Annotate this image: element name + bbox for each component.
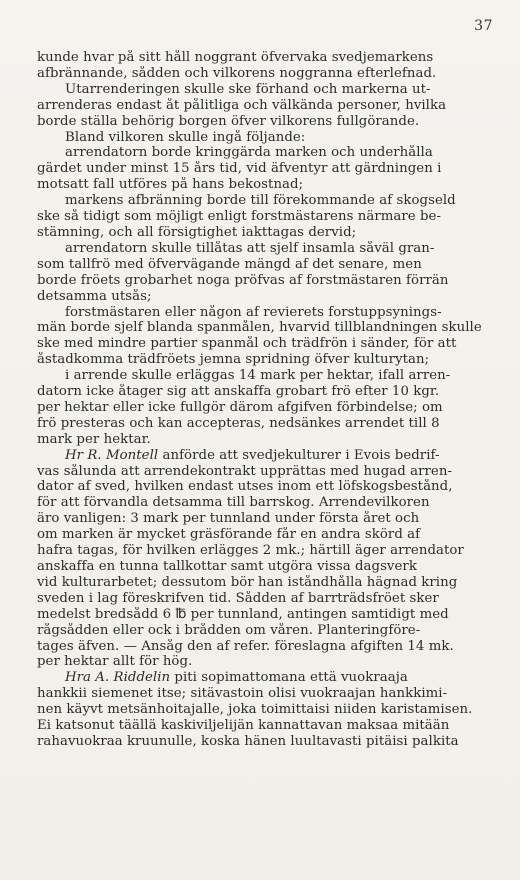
- speaker-name: Hr R. Montell: [65, 447, 159, 463]
- text-line: Bland vilkoren skulle ingå följande:: [65, 129, 306, 145]
- text-line: afbrännande, sådden och vilkorens noggranna efterlefnad.: [37, 65, 437, 81]
- text-line: arrendatorn skulle tillåtas att sjelf insamla såväl gran-: [65, 240, 435, 256]
- text-line: för att förvandla detsamma till barrskog. Arrendevilkoren: [37, 495, 430, 511]
- text-line: [37, 448, 485, 464]
- text-line: i arrende skulle erläggas 14 mark per hektar, ifall arren-: [65, 368, 451, 384]
- text-line: Ei katsonut täällä kaskiviljelijän kannattavan maksaa mitään: [37, 718, 450, 734]
- text-line: mark per hektar.: [37, 431, 151, 447]
- text-line: per hektar allt för hög.: [37, 654, 193, 670]
- text-line: [37, 670, 485, 686]
- text-line: åstadkomma trädfröets jemna spridning öfver kulturytan;: [37, 352, 430, 368]
- text-line: sveden i lag föreskrifven tid. Sådden af barrträdsfröet sker: [37, 590, 439, 606]
- text-line: borde fröets grobarhet noga pröfvas af forstmästaren förrän: [37, 272, 449, 288]
- text-line: markens afbränning borde till förekommande af skogseld: [65, 193, 456, 209]
- document-body: [37, 50, 485, 750]
- page-number: 37: [474, 18, 493, 34]
- text-line: hafra tagas, för hvilken erlägges 2 mk.; härtill äger arrendator: [37, 543, 464, 559]
- text-line: gärdet under minst 15 års tid, vid äfventyr att gärdningen i: [37, 161, 442, 177]
- text-line: hankkii siemenet itse; sitävastoin olisi vuokraajan hankkimi-: [37, 686, 448, 702]
- text-line: frö presteras och kan accepteras, nedsänkes arrendet till 8: [37, 415, 440, 431]
- text-line: äro vanligen: 3 mark per tunnland under första året och: [37, 511, 420, 527]
- text-line: vid kulturarbetet; dessutom bör han iståndhålla hägnad kring: [37, 574, 458, 590]
- text-line: arrenderas endast åt pålitliga och välkända personer, hvilka: [37, 97, 447, 113]
- text-line: Utarrenderingen skulle ske förhand och markerna ut-: [65, 81, 431, 97]
- text-line: rahavuokraa kruunulle, koska hänen luultavasti pitäisi palkita: [37, 733, 459, 749]
- text-line: detsamma utsås;: [37, 288, 152, 304]
- text-line: arrendatorn borde kringgärda marken och underhålla: [65, 145, 433, 161]
- text-line: om marken är mycket gräsförande får en andra skörd af: [37, 527, 421, 543]
- text-line: tages äfven. — Ansåg den af refer. föreslagna afgiften 14 mk.: [37, 638, 454, 654]
- text-segment: anförde att svedjekulturer i Evois bedrif-: [158, 447, 440, 463]
- text-line: forstmästaren eller någon af revierets forstuppsynings-: [65, 304, 442, 320]
- text-line: datorn icke åtager sig att anskaffa grobart frö efter 10 kgr.: [37, 384, 440, 400]
- text-line: vas sålunda att arrendekontrakt upprättas med hugad arren-: [37, 463, 452, 479]
- text-line: män borde sjelf blanda spanmålen, hvarvid tillblandningen skulle: [37, 320, 482, 336]
- text-line: ske så tidigt som möjligt enligt forstmästarens närmare be-: [37, 209, 441, 225]
- text-line: kunde hvar på sitt håll noggrant öfvervaka svedjemarkens: [37, 50, 434, 65]
- text-segment: piti sopimattomana että vuokraaja: [170, 670, 408, 686]
- text-line: anskaffa en tunna tallkottar samt utgöra vissa dagsverk: [37, 559, 417, 574]
- text-line: rågsådden eller ock i brådden om våren. Planteringföre-: [37, 622, 421, 638]
- text-line: stämning, och all försigtighet iakttagas dervid;: [37, 224, 357, 240]
- text-line: nen käyvt metsänhoitajalle, joka toimittaisi niiden karistamisen.: [37, 702, 473, 718]
- speaker-name: Hra A. Riddelin: [65, 670, 171, 686]
- text-line: motsatt fall utföres på hans bekostnad;: [37, 177, 304, 193]
- text-line: ske med mindre partier spanmål och trädfrön i sänder, för att: [37, 336, 457, 352]
- text-line: borde ställa behörig borgen öfver vilkorens fullgörande.: [37, 113, 420, 129]
- text-line: som tallfrö med öfvervägande mängd af det senare, men: [37, 256, 422, 272]
- text-line: per hektar eller icke fullgör därom afgifven förbindelse; om: [37, 399, 443, 415]
- text-line: medelst bredsådd 6 ℔ per tunnland, antingen samtidigt med: [37, 606, 449, 622]
- text-line: dator af sved, hvilken endast utses inom ett löfskogsbestånd,: [37, 479, 453, 495]
